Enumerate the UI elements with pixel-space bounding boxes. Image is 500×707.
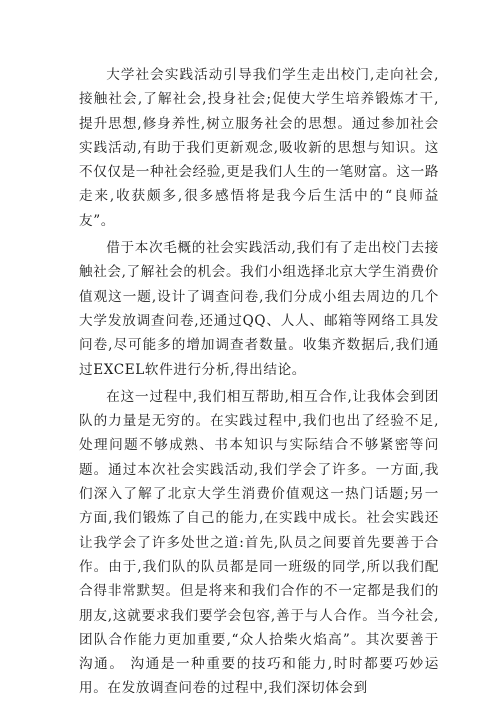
paragraph-2: 借于本次毛概的社会实践活动,我们有了走出校门去接触社会,了解社会的机会。我们小组选择北京大学生消费价值观这一题,设计了调查问卷,我们分成小组去周边的几个大学发放调查问卷,还通过QQ、人人、邮箱等网络工具发问卷,尽可能多的增加调查者数量。收集齐数据后,我们通过EXCEL软件进行分析,得出结论。 <box>79 240 439 378</box>
document-body <box>79 63 439 701</box>
paragraph-1: 大学社会实践活动引导我们学生走出校门,走向社会,接触社会,了解社会,投身社会;促使大学生培养锻炼才干,提升思想,修身养性,树立服务社会的思想。通过参加社会实践活动,有助于我们更新观念,吸收新的思想与知识。这不仅仅是一种社会经验,更是我们人生的一笔财富。这一路走来,收获颇多,很多感悟将是我今后生活中的“良师益友”。 <box>79 67 439 229</box>
paragraph-3: 在这一过程中,我们相互帮助,相互合作,让我体会到团队的力量是无穷的。在实践过程中,我们也出了经验不足,处理问题不够成熟、书本知识与实际结合不够紧密等问题。通过本次社会实践活动,我们学会了许多。一方面,我们深入了解了北京大学生消费价值观这一热门话题;另一方面,我们锻炼了自己的能力,在实践中成长。社会实践还让我学会了许多处世之道:首先,队员之间要首先要善于合作。由于,我们队的队员都是同一班级的同学,所以我们配合得非常默契。但是将来和我们合作的不一定都是我们的朋友,这就要求我们要学会包容,善于与人合作。当今社会,团队合作能力更加重要,“众人拾柴火焰高”。其次要善于沟通。 沟通是一种重要的技巧和能力,时时都要巧妙运用。在发放调查问卷的过程中,我们深切体会到 <box>79 388 439 697</box>
